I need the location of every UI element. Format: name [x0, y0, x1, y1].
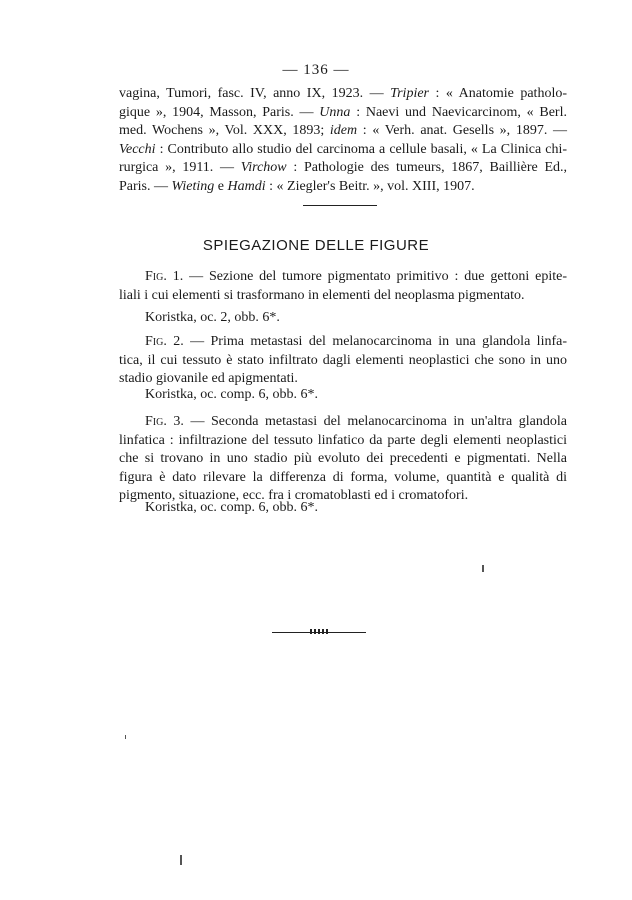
author-name: Virchow — [240, 160, 287, 175]
section-divider — [303, 205, 377, 206]
description-line: figura è dato rilevare la differenza di forma, volume, quantità e qualità di — [119, 469, 567, 485]
description-line: Fig. 1. — Sezione del tumore pigmentato primitivo : due gettoni epite- — [145, 269, 567, 284]
author-name: Unna — [319, 104, 351, 120]
description-line: Fig. 3. — Seconda metastasi del melanocarcinoma in un'altra glandola — [145, 414, 567, 429]
reference-line: vagina, Tumori, fasc. IV, anno IX, 1923. — Tripier : « Anatomie patholo- — [119, 86, 567, 101]
figure-3-description — [119, 413, 567, 506]
description-line: tica, il cui tessuto è stato infiltrato dagli elementi neoplastici che sono in uno — [119, 352, 567, 368]
magnification-note: Koristka, oc. comp. 6, obb. 6*. — [145, 500, 319, 515]
paper-speck — [482, 565, 484, 572]
reference-line: Paris. — Wieting e Hamdi : « Ziegler's Beitr. », vol. XIII, 1907. — [119, 178, 475, 194]
figure-2-description — [119, 333, 567, 389]
description-line: linfatica : infiltrazione del tessuto linfatico da parte degli elementi neoplastici — [119, 432, 567, 448]
reference-line: med. Wochens », Vol. XXX, 1893; idem : « Verh. anat. Gesells », 1897. — — [119, 123, 567, 138]
figure-2-caption — [119, 386, 567, 405]
figure-1-description — [119, 268, 567, 305]
author-name: Hamdi — [227, 178, 266, 194]
author-name: idem — [329, 123, 358, 138]
figure-1-caption — [119, 309, 567, 328]
description-line: Fig. 2. — Prima metastasi del melanocarcinoma in una glandola linfa- — [145, 334, 567, 349]
paper-speck — [125, 735, 126, 739]
description-line: liali i cui elementi si trasformano in elementi del neoplasma pigmentato. — [119, 287, 525, 303]
reference-line: rurgica », 1911. — Virchow : Pathologie des tumeurs, 1867, Baillière Ed., — [119, 160, 567, 175]
figure-label: Fig. 2. — [145, 334, 184, 349]
figure-label: Fig. 1. — [145, 269, 184, 284]
reference-line: Vecchi : Contributo allo studio del carcinoma a cellule basali, « La Clinica chi- — [119, 141, 567, 157]
description-line: che si trovano in uno stadio più evoluto dei precedenti e pigmentati. Nella — [119, 451, 567, 466]
reference-line: gique », 1904, Masson, Paris. — Unna : Naevi und Naevicarcinom, « Berl. — [119, 104, 567, 120]
author-name: Vecchi — [119, 141, 156, 157]
paper-speck — [180, 855, 182, 865]
section-heading: SPIEGAZIONE DELLE FIGURE — [202, 237, 430, 254]
end-ornament-dots — [310, 629, 330, 634]
page-number: — 136 — — [282, 62, 350, 78]
description-line: stadio giovanile ed apigmentati. — [119, 371, 298, 386]
bibliography-continuation — [119, 85, 567, 196]
description-line: pigmento, situazione, ecc. fra i cromatoblasti ed i cromatofori. — [119, 488, 469, 503]
author-name: Tripier — [390, 86, 429, 101]
magnification-note: Koristka, oc. 2, obb. 6*. — [145, 310, 280, 325]
author-name: Wieting — [171, 178, 215, 194]
figure-3-caption — [119, 499, 567, 518]
figure-label: Fig. 3. — [145, 414, 184, 429]
magnification-note: Koristka, oc. comp. 6, obb. 6*. — [145, 387, 319, 402]
